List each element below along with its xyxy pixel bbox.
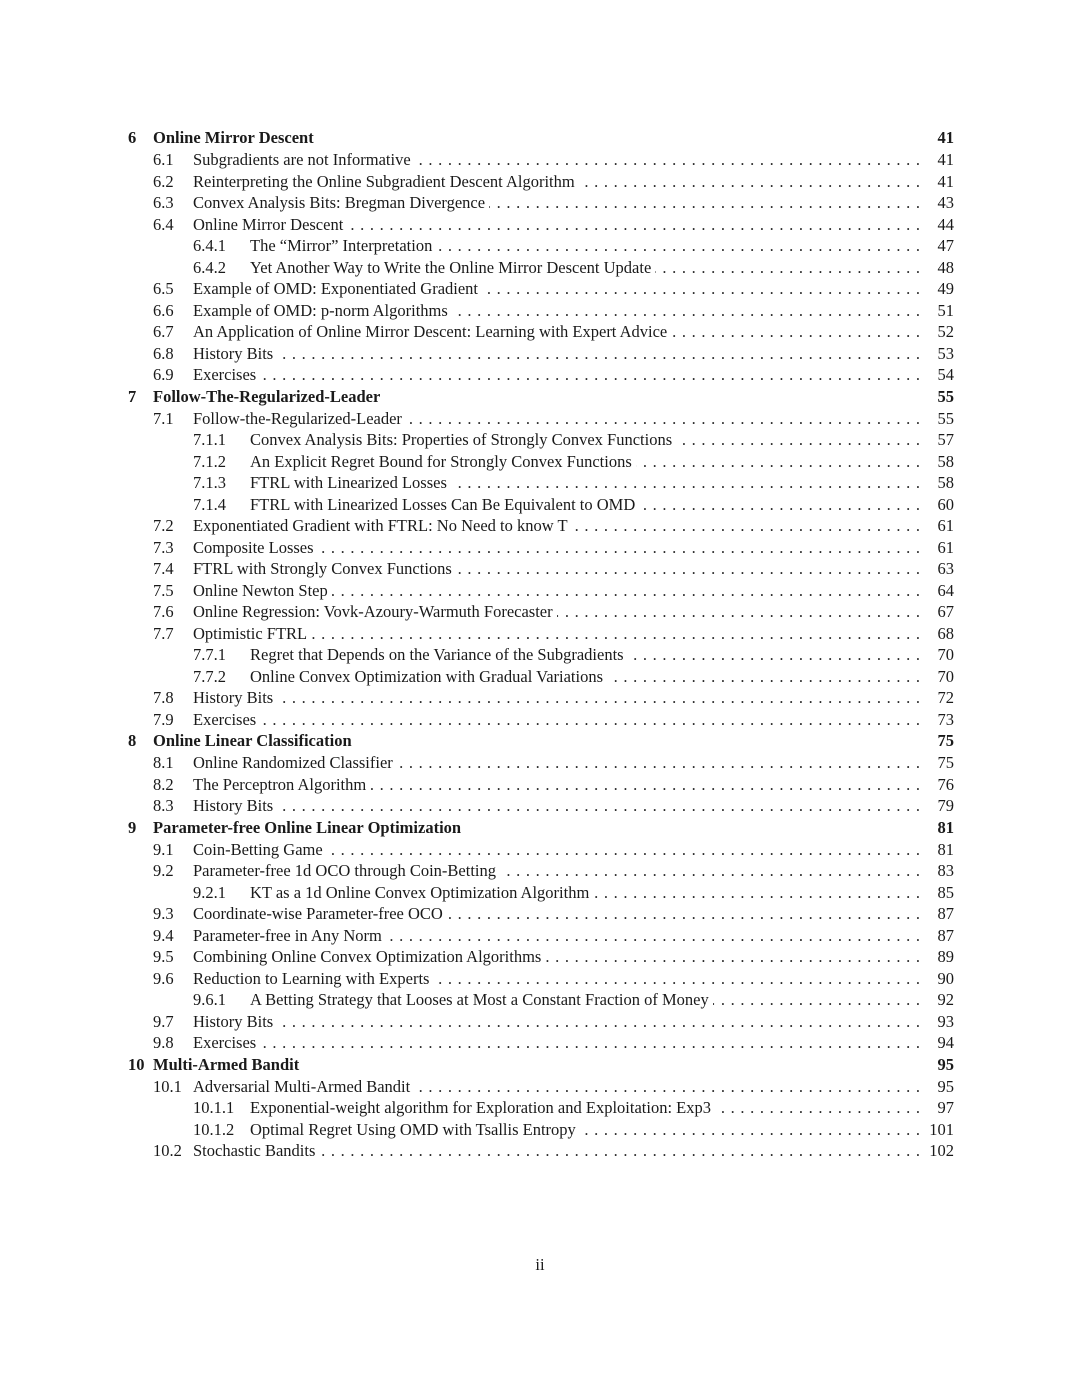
chapter-title: Multi-Armed Bandit [153, 1054, 300, 1074]
entry-number: 6.4 [153, 214, 174, 234]
dot-leader [277, 1011, 920, 1033]
toc-section-entry[interactable] [128, 1011, 954, 1033]
dot-leader [451, 472, 920, 494]
entry-number: 7.1.2 [193, 451, 226, 471]
entry-title: Reinterpreting the Online Subgradient Descent Algorithm [193, 171, 575, 191]
entry-page-number: 102 [929, 1141, 954, 1160]
entry-page-number: 47 [937, 236, 954, 255]
dot-leader [347, 214, 920, 236]
entry-page-number: 95 [937, 1076, 954, 1096]
entry-title: Subgradients are not Informative [193, 150, 411, 169]
dot-leader [406, 408, 920, 430]
chapter-page-number: 95 [937, 1054, 954, 1074]
entry-number: 9.7 [153, 1011, 174, 1031]
entry-title: Stochastic Bandits [193, 1141, 316, 1160]
entry-page-number: 97 [937, 1098, 954, 1117]
toc-subsection-entry[interactable] [128, 644, 954, 666]
entry-page-number: 63 [937, 559, 954, 578]
entry-page-number: 79 [937, 796, 954, 815]
entry-number: 7.3 [153, 537, 174, 557]
dot-leader [370, 774, 920, 796]
toc-subsection-entry[interactable] [128, 235, 954, 257]
entry-number: 6.6 [153, 300, 174, 320]
dot-leader [655, 257, 920, 279]
dot-leader [628, 644, 920, 666]
entry-title: History Bits [193, 688, 274, 707]
chapter-block [128, 386, 954, 731]
dot-leader [436, 235, 920, 257]
dot-leader [593, 882, 920, 904]
entry-page-number: 76 [937, 774, 954, 794]
entry-title: Exponential-weight algorithm for Exploration and Exploitation: Exp3 [250, 1098, 711, 1117]
toc-section-entry[interactable] [128, 1032, 954, 1054]
entry-number: 7.6 [153, 602, 174, 621]
entry-page-number: 92 [937, 990, 954, 1009]
toc-section-entry[interactable] [128, 903, 954, 925]
entry-number: 10.1.2 [193, 1119, 235, 1139]
toc-subsection-entry[interactable] [128, 1097, 954, 1119]
toc-section-entry[interactable] [128, 192, 954, 214]
entry-title: Online Convex Optimization with Gradual Variations [250, 666, 604, 686]
entry-page-number: 64 [937, 580, 954, 600]
entry-page-number: 81 [937, 839, 954, 859]
entry-title: Exercises [193, 1033, 257, 1052]
entry-number: 6.3 [153, 193, 174, 212]
toc-section-entry[interactable] [128, 343, 954, 365]
toc-subsection-entry[interactable] [128, 882, 954, 904]
entry-number: 7.4 [153, 559, 174, 578]
entry-page-number: 44 [937, 214, 954, 234]
toc-section-entry[interactable] [128, 968, 954, 990]
chapter-page-number: 41 [937, 128, 954, 147]
entry-page-number: 90 [937, 968, 954, 988]
dot-leader [500, 860, 920, 882]
toc-subsection-entry[interactable] [128, 494, 954, 516]
entry-title: FTRL with Linearized Losses [250, 473, 447, 492]
toc-section-entry[interactable] [128, 321, 954, 343]
chapter-title: Online Mirror Descent [153, 128, 314, 147]
toc-section-entry[interactable] [128, 687, 954, 709]
entry-page-number: 49 [937, 279, 954, 298]
entry-number: 6.7 [153, 322, 174, 341]
dot-leader [456, 558, 920, 580]
entry-title: An Explicit Regret Bound for Strongly Convex Functions [250, 451, 632, 471]
toc-section-entry[interactable] [128, 1140, 954, 1162]
entry-title: Follow-the-Regularized-Leader [193, 408, 402, 428]
entry-page-number: 85 [937, 882, 954, 902]
toc-section-entry[interactable] [128, 278, 954, 300]
entry-title: Composite Losses [193, 537, 314, 557]
entry-title: An Application of Online Mirror Descent: Learning with Expert Advice [193, 322, 668, 341]
entry-number: 7.1 [153, 408, 174, 428]
entry-page-number: 54 [937, 365, 954, 384]
dot-leader [482, 278, 920, 300]
entry-number: 7.5 [153, 580, 174, 600]
entry-page-number: 93 [937, 1011, 954, 1031]
toc-section-entry[interactable] [128, 515, 954, 537]
dot-leader [260, 709, 920, 731]
entry-page-number: 67 [937, 602, 954, 621]
entry-title: The “Mirror” Interpretation [250, 236, 433, 255]
toc-section-entry[interactable] [128, 839, 954, 861]
dot-leader [311, 623, 920, 645]
dot-leader [260, 364, 920, 386]
entry-page-number: 73 [937, 709, 954, 729]
entry-title: Online Mirror Descent [193, 214, 344, 234]
entry-number: 9.6.1 [193, 990, 226, 1009]
dot-leader [277, 343, 920, 365]
chapter-number: 10 [128, 1054, 145, 1074]
entry-page-number: 48 [937, 257, 954, 277]
entry-title: Convex Analysis Bits: Properties of Strongly Convex Functions [250, 430, 673, 449]
toc-subsection-entry[interactable] [128, 429, 954, 451]
entry-page-number: 89 [937, 947, 954, 966]
entry-number: 7.7.2 [193, 666, 226, 686]
dot-leader [676, 429, 920, 451]
dot-leader [636, 451, 920, 473]
entry-number: 7.8 [153, 688, 174, 707]
toc-section-entry[interactable] [128, 709, 954, 731]
entry-title: FTRL with Strongly Convex Functions [193, 559, 452, 578]
entry-number: 6.8 [153, 343, 174, 363]
dot-leader [414, 1076, 920, 1098]
entry-number: 6.9 [153, 365, 174, 384]
dot-leader [715, 1097, 920, 1119]
entry-number: 7.1.3 [193, 473, 226, 492]
toc-section-entry[interactable] [128, 946, 954, 968]
toc-section-entry[interactable] [128, 171, 954, 193]
entry-page-number: 57 [937, 430, 954, 449]
entry-number: 6.4.2 [193, 257, 226, 277]
chapter-page-number: 55 [937, 386, 954, 406]
entry-page-number: 51 [937, 300, 954, 320]
page-number: ii [535, 1255, 545, 1274]
entry-number: 9.4 [153, 925, 174, 945]
chapter-number: 8 [128, 731, 137, 750]
entry-number: 7.1.1 [193, 430, 226, 449]
toc-subsection-entry[interactable] [128, 257, 954, 279]
entry-number: 9.5 [153, 947, 174, 966]
dot-leader [713, 989, 920, 1011]
entry-number: 7.7.1 [193, 645, 226, 664]
dot-leader [572, 515, 920, 537]
entry-title: The Perceptron Algorithm [193, 774, 367, 794]
entry-number: 9.3 [153, 904, 174, 923]
entry-page-number: 58 [937, 473, 954, 492]
dot-leader [557, 601, 920, 623]
entry-number: 7.1.4 [193, 494, 226, 514]
entry-title: Parameter-free 1d OCO through Coin-Betting [193, 861, 497, 880]
entry-title: Coordinate-wise Parameter-free OCO [193, 904, 443, 923]
toc-section-entry[interactable] [128, 860, 954, 882]
entry-page-number: 58 [937, 451, 954, 471]
toc-section-entry[interactable] [128, 364, 954, 386]
dot-leader [607, 666, 920, 688]
chapter-block [128, 127, 954, 386]
entry-title: Convex Analysis Bits: Bregman Divergence [193, 193, 486, 212]
entry-page-number: 52 [937, 322, 954, 341]
toc-subsection-entry[interactable] [128, 451, 954, 473]
entry-number: 10.1 [153, 1076, 182, 1096]
chapter-page-number: 81 [937, 817, 954, 837]
entry-page-number: 94 [937, 1033, 954, 1052]
toc-section-entry[interactable] [128, 925, 954, 947]
chapter-heading[interactable] [128, 817, 954, 839]
chapter-heading[interactable] [128, 1054, 954, 1076]
entry-title: Regret that Depends on the Variance of the Subgradients [250, 645, 624, 664]
toc-section-entry[interactable] [128, 795, 954, 817]
chapter-heading[interactable] [128, 386, 954, 408]
dot-leader [332, 580, 920, 602]
dot-leader [318, 537, 920, 559]
entry-number: 6.1 [153, 150, 174, 169]
entry-title: Reduction to Learning with Experts [193, 968, 430, 988]
dot-leader [671, 321, 920, 343]
table-of-contents [128, 127, 954, 1162]
chapter-block [128, 730, 954, 817]
dot-leader [545, 946, 920, 968]
dot-leader [277, 687, 920, 709]
entry-title: Coin-Betting Game [193, 839, 323, 859]
entry-title: KT as a 1d Online Convex Optimization Algorithm [250, 882, 590, 902]
toc-subsection-entry[interactable] [128, 989, 954, 1011]
toc-subsection-entry[interactable] [128, 472, 954, 494]
entry-title: Exponentiated Gradient with FTRL: No Need to know T [193, 516, 568, 535]
entry-number: 9.2.1 [193, 882, 226, 902]
chapter-heading[interactable] [128, 127, 954, 149]
entry-number: 7.9 [153, 709, 174, 729]
dot-leader [433, 968, 920, 990]
entry-page-number: 83 [937, 861, 954, 880]
entry-page-number: 75 [937, 753, 954, 772]
toc-section-entry[interactable] [128, 558, 954, 580]
toc-section-entry[interactable] [128, 1076, 954, 1098]
entry-number: 7.2 [153, 516, 174, 535]
chapter-number: 6 [128, 128, 137, 147]
entry-number: 9.1 [153, 839, 174, 859]
toc-section-entry[interactable] [128, 623, 954, 645]
dot-leader [319, 1140, 920, 1162]
entry-title: History Bits [193, 796, 274, 815]
entry-number: 6.2 [153, 171, 174, 191]
entry-page-number: 53 [937, 343, 954, 363]
chapter-heading[interactable] [128, 730, 954, 752]
entry-title: Online Randomized Classifier [193, 753, 393, 772]
entry-title: A Betting Strategy that Looses at Most a Constant Fraction of Money [250, 990, 709, 1009]
chapter-page-number: 75 [937, 731, 954, 750]
entry-page-number: 55 [937, 408, 954, 428]
entry-number: 9.2 [153, 861, 174, 880]
entry-page-number: 68 [937, 623, 954, 643]
entry-title: Yet Another Way to Write the Online Mirror Descent Update [250, 257, 652, 277]
dot-leader [639, 494, 920, 516]
entry-title: Example of OMD: Exponentiated Gradient [193, 279, 479, 298]
toc-subsection-entry[interactable] [128, 666, 954, 688]
dot-leader [397, 752, 920, 774]
dot-leader [579, 171, 920, 193]
entry-page-number: 101 [929, 1119, 954, 1139]
entry-title: Exercises [193, 365, 257, 384]
dot-leader [386, 925, 920, 947]
toc-section-entry[interactable] [128, 580, 954, 602]
entry-number: 9.8 [153, 1033, 174, 1052]
toc-section-entry[interactable] [128, 408, 954, 430]
entry-page-number: 87 [937, 925, 954, 945]
entry-page-number: 72 [937, 688, 954, 707]
entry-page-number: 87 [937, 904, 954, 923]
dot-leader [489, 192, 920, 214]
entry-number: 8.1 [153, 753, 174, 772]
toc-section-entry[interactable] [128, 752, 954, 774]
toc-subsection-entry[interactable] [128, 1119, 954, 1141]
entry-page-number: 70 [937, 645, 954, 664]
chapter-block [128, 817, 954, 1054]
dot-leader [327, 839, 920, 861]
chapter-title: Parameter-free Online Linear Optimization [153, 817, 462, 837]
chapter-title: Online Linear Classification [153, 731, 352, 750]
dot-leader [415, 149, 920, 171]
chapter-number: 9 [128, 817, 137, 837]
entry-title: Parameter-free in Any Norm [193, 925, 382, 945]
entry-number: 6.4.1 [193, 236, 226, 255]
entry-title: Example of OMD: p-norm Algorithms [193, 300, 448, 320]
chapter-block [128, 1054, 954, 1162]
chapter-number: 7 [128, 386, 137, 406]
entry-page-number: 70 [937, 666, 954, 686]
entry-title: Adversarial Multi-Armed Bandit [193, 1076, 411, 1096]
entry-title: FTRL with Linearized Losses Can Be Equivalent to OMD [250, 494, 636, 514]
entry-number: 8.3 [153, 796, 174, 815]
entry-title: Combining Online Convex Optimization Algorithms [193, 947, 542, 966]
entry-number: 10.2 [153, 1141, 182, 1160]
entry-title: Online Regression: Vovk-Azoury-Warmuth Forecaster [193, 602, 553, 621]
toc-section-entry[interactable] [128, 601, 954, 623]
dot-leader [277, 795, 920, 817]
entry-title: Optimal Regret Using OMD with Tsallis Entropy [250, 1119, 576, 1139]
entry-title: History Bits [193, 1011, 274, 1031]
dot-leader [580, 1119, 920, 1141]
entry-page-number: 61 [937, 516, 954, 535]
chapter-title: Follow-The-Regularized-Leader [153, 386, 381, 406]
entry-number: 7.7 [153, 623, 174, 643]
toc-section-entry[interactable] [128, 300, 954, 322]
dot-leader [447, 903, 920, 925]
entry-number: 8.2 [153, 774, 174, 794]
entry-page-number: 60 [937, 494, 954, 514]
entry-title: Exercises [193, 709, 257, 729]
entry-title: Optimistic FTRL [193, 623, 308, 643]
entry-number: 9.6 [153, 968, 174, 988]
dot-leader [260, 1032, 920, 1054]
dot-leader [452, 300, 920, 322]
entry-title: Online Newton Step [193, 580, 328, 600]
entry-page-number: 43 [937, 193, 954, 212]
entry-number: 6.5 [153, 279, 174, 298]
entry-page-number: 41 [937, 171, 954, 191]
toc-section-entry[interactable] [128, 537, 954, 559]
toc-section-entry[interactable] [128, 149, 954, 171]
entry-page-number: 41 [937, 150, 954, 169]
toc-section-entry[interactable] [128, 774, 954, 796]
toc-section-entry[interactable] [128, 214, 954, 236]
entry-number: 10.1.1 [193, 1098, 235, 1117]
entry-title: History Bits [193, 343, 274, 363]
entry-page-number: 61 [937, 537, 954, 557]
